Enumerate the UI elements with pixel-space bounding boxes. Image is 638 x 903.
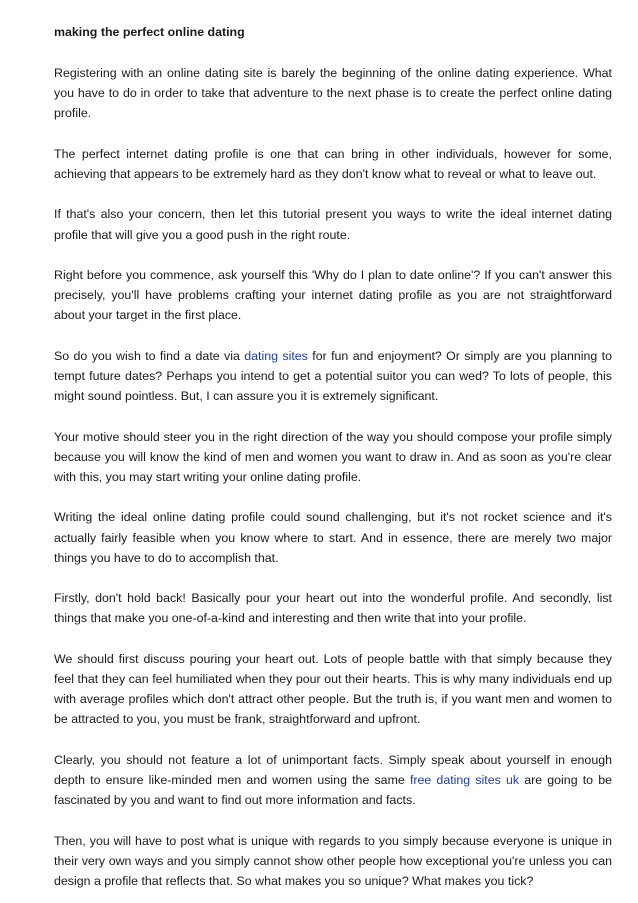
paragraph [54,265,612,326]
document-body [54,63,612,891]
paragraph [54,63,612,124]
paragraph-text: Clearly, you should not feature a lot of unimportant facts. Simply speak about yourself in enough depth to ensure like-minded men and women using the same [54,752,612,787]
paragraph-text: for fun and enjoyment? Or simply are you planning to tempt future dates? Perhaps you intend to get a potential suitor you can wed? To lots of people, this might sound pointless. But, I can assure you it is extremely significant. [54,348,612,404]
paragraph-text: Registering with an online dating site is barely the beginning of the online dating experience. What you have to do in order to take that adventure to the next phase is to create the perfect online dating profile. [54,66,612,121]
inline-link[interactable]: dating sites [244,348,308,363]
paragraph [54,144,612,184]
paragraph [54,649,612,730]
paragraph [54,507,612,568]
paragraph [54,750,612,811]
paragraph-text: We should first discuss pouring your heart out. Lots of people battle with that simply because they feel that they can feel humiliated when they pour out their hearts. This is why many individuals end up with average profiles which don't attract other people. But the truth is, if you want men and women to be attracted to you, you must be frank, straightforward and upfront. [54,651,612,727]
paragraph-text: Your motive should steer you in the right direction of the way you should compose your profile simply because you will know the kind of men and women you want to draw in. And as soon as you're clear with this, you may start writing your online dating profile. [54,429,612,484]
paragraph-text: Right before you commence, ask yourself this 'Why do I plan to date online'? If you can't answer this precisely, you'll have problems crafting your internet dating profile as you are not straightforward about your target in the first place. [54,267,612,323]
paragraph [54,427,612,488]
paragraph-text: are going to be fascinated by you and want to find out more information and facts. [54,772,612,808]
paragraph [54,831,612,892]
paragraph [54,588,612,628]
paragraph-text: If that's also your concern, then let this tutorial present you ways to write the ideal internet dating profile that will give you a good push in the right route. [54,207,612,242]
inline-link[interactable]: free dating sites uk [409,772,520,787]
paragraph [54,346,612,407]
paragraph-text: So do you wish to find a date via [54,348,245,363]
document-title: making the perfect online dating [54,25,245,39]
paragraph-text: Writing the ideal online dating profile could sound challenging, but it's not rocket science and it's actually fairly feasible when you know where to start. And in essence, there are merely two major things you have to do to accomplish that. [54,510,612,565]
paragraph-text: The perfect internet dating profile is one that can bring in other individuals, however for some, achieving that appears to be extremely hard as they don't know what to reveal or what to leave out. [54,146,612,181]
paragraph-text: Then, you will have to post what is unique with regards to you simply because everyone is unique in their very own ways and you simply cannot show other people how exceptional you're unless you can design a profile that reflects that. So what makes you so unique? What makes you tick? [54,833,612,888]
paragraph-text: Firstly, don't hold back! Basically pour your heart out into the wonderful profile. And secondly, list things that make you one-of-a-kind and interesting and then write that into your profile. [54,591,612,626]
document-page [54,22,612,891]
paragraph [54,204,612,244]
